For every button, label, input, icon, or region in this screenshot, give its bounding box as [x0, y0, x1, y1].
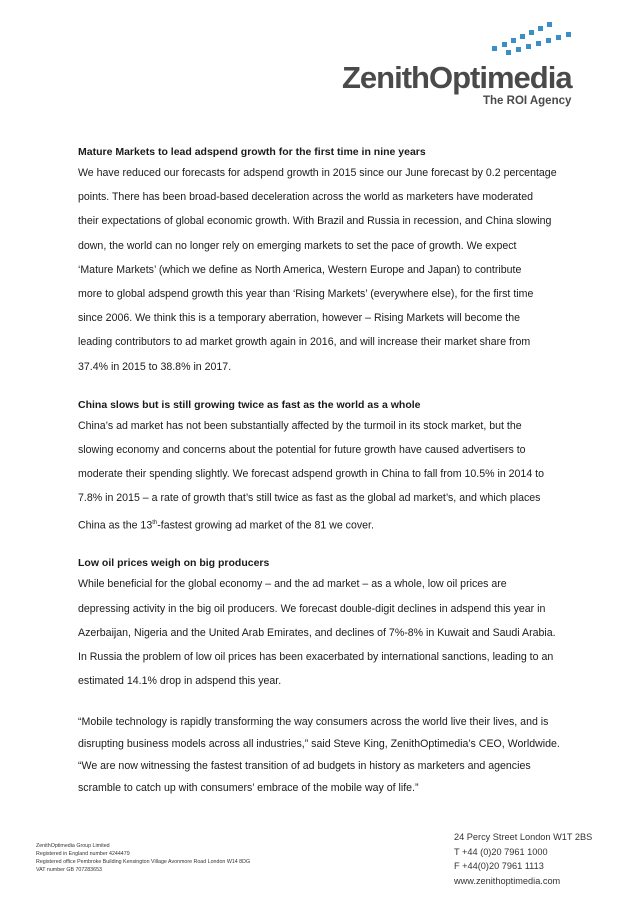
section-heading: China slows but is still growing twice as fast as the world as a whole — [78, 398, 421, 411]
footer-phone: T +44 (0)20 7961 1000 — [454, 846, 548, 857]
footer-company-info — [36, 842, 250, 874]
footer-address: 24 Percy Street London W1T 2BS — [454, 832, 593, 842]
logo-marks-icon — [330, 22, 590, 62]
section-paragraph — [78, 414, 578, 538]
section-heading: Low oil prices weigh on big producers — [78, 557, 270, 570]
section-oil-prices — [78, 554, 578, 693]
section-heading: Mature Markets to lead adspend growth for the first time in nine years — [78, 146, 426, 158]
ordinal-suffix: th — [152, 519, 158, 526]
footer-website-link[interactable]: www.zenithoptimedia.com — [454, 875, 561, 886]
section-china — [78, 396, 578, 538]
footer-contact — [454, 830, 592, 888]
footer-vat: VAT number GB 707283653 — [36, 867, 102, 873]
company-logo — [330, 22, 590, 107]
footer-fax: F +44(0)20 7961 1113 — [454, 861, 544, 871]
footer-registered-office: Registered office Pembroke Building Kensington Village Avonmore Road London W14 8DG — [36, 859, 251, 865]
ceo-quote: “Mobile technology is rapidly transforming the way consumers across the world live their lives, and is disrupting business models across all industries,” said Steve King, ZenithOptimedia’s CEO, Worldwide. “We are now witnessing the fastest transition of ad budgets in history as marketers and agencies scramble to catch up with consumers’ embrace of the mobile way of life.” — [78, 716, 560, 795]
footer-registration: Registered in England number 4244479 — [36, 851, 130, 857]
section-mature-markets — [78, 143, 578, 379]
section-paragraph: While beneficial for the global economy – and the ad market – as a whole, low oil prices are depressing activity in the big oil producers. We forecast double-digit declines in adspend this year in Azerbaijan, Nigeria and the United Arab Emirates, and declines of 7%-8% in Kuwait and Saudi Arabia. In Russia the problem of low oil prices has been exacerbated by international sanctions, leading to an estimated 14.1% drop in adspend this year. — [78, 578, 556, 688]
footer-company-name: ZenithOptimedia Group Limited — [36, 843, 110, 849]
logo-tagline: The ROI Agency — [483, 95, 572, 107]
article-body — [78, 143, 578, 799]
logo-brand-name: ZenithOptimedia — [342, 60, 572, 95]
paragraph-text-tail: -fastest growing ad market of the 81 we cover. — [157, 519, 374, 532]
paragraph-text: China’s ad market has not been substantially affected by the turmoil in its stock market, but the slowing economy and concerns about the potential for future growth have caused advertisers to moderate their spending slightly. We forecast adspend growth in China to fall from 10.5% in 2014 to 7.8% in 2015 – a rate of growth that’s still twice as fast as the global ad market’s, and which places China as the 13 — [78, 419, 544, 532]
section-paragraph: We have reduced our forecasts for adspend growth in 2015 since our June forecast by 0.2 percentage points. There has been broad-based deceleration across the world as marketers have moderated their expectations of global economic growth. With Brazil and Russia in recession, and China slowing down, the world can no longer rely on emerging markets to set the pace of growth. We expect ‘Mature Markets’ (which we define as North America, Western Europe and Japan) to contribute more to global adspend growth this year than ‘Rising Markets’ (everywhere else), for the first time since 2006. We think this is a temporary aberration, however – Rising Markets will become the leading contributors to ad market growth again in 2016, and will increase their market share from 37.4% in 2015 to 38.8% in 2017. — [78, 167, 557, 373]
